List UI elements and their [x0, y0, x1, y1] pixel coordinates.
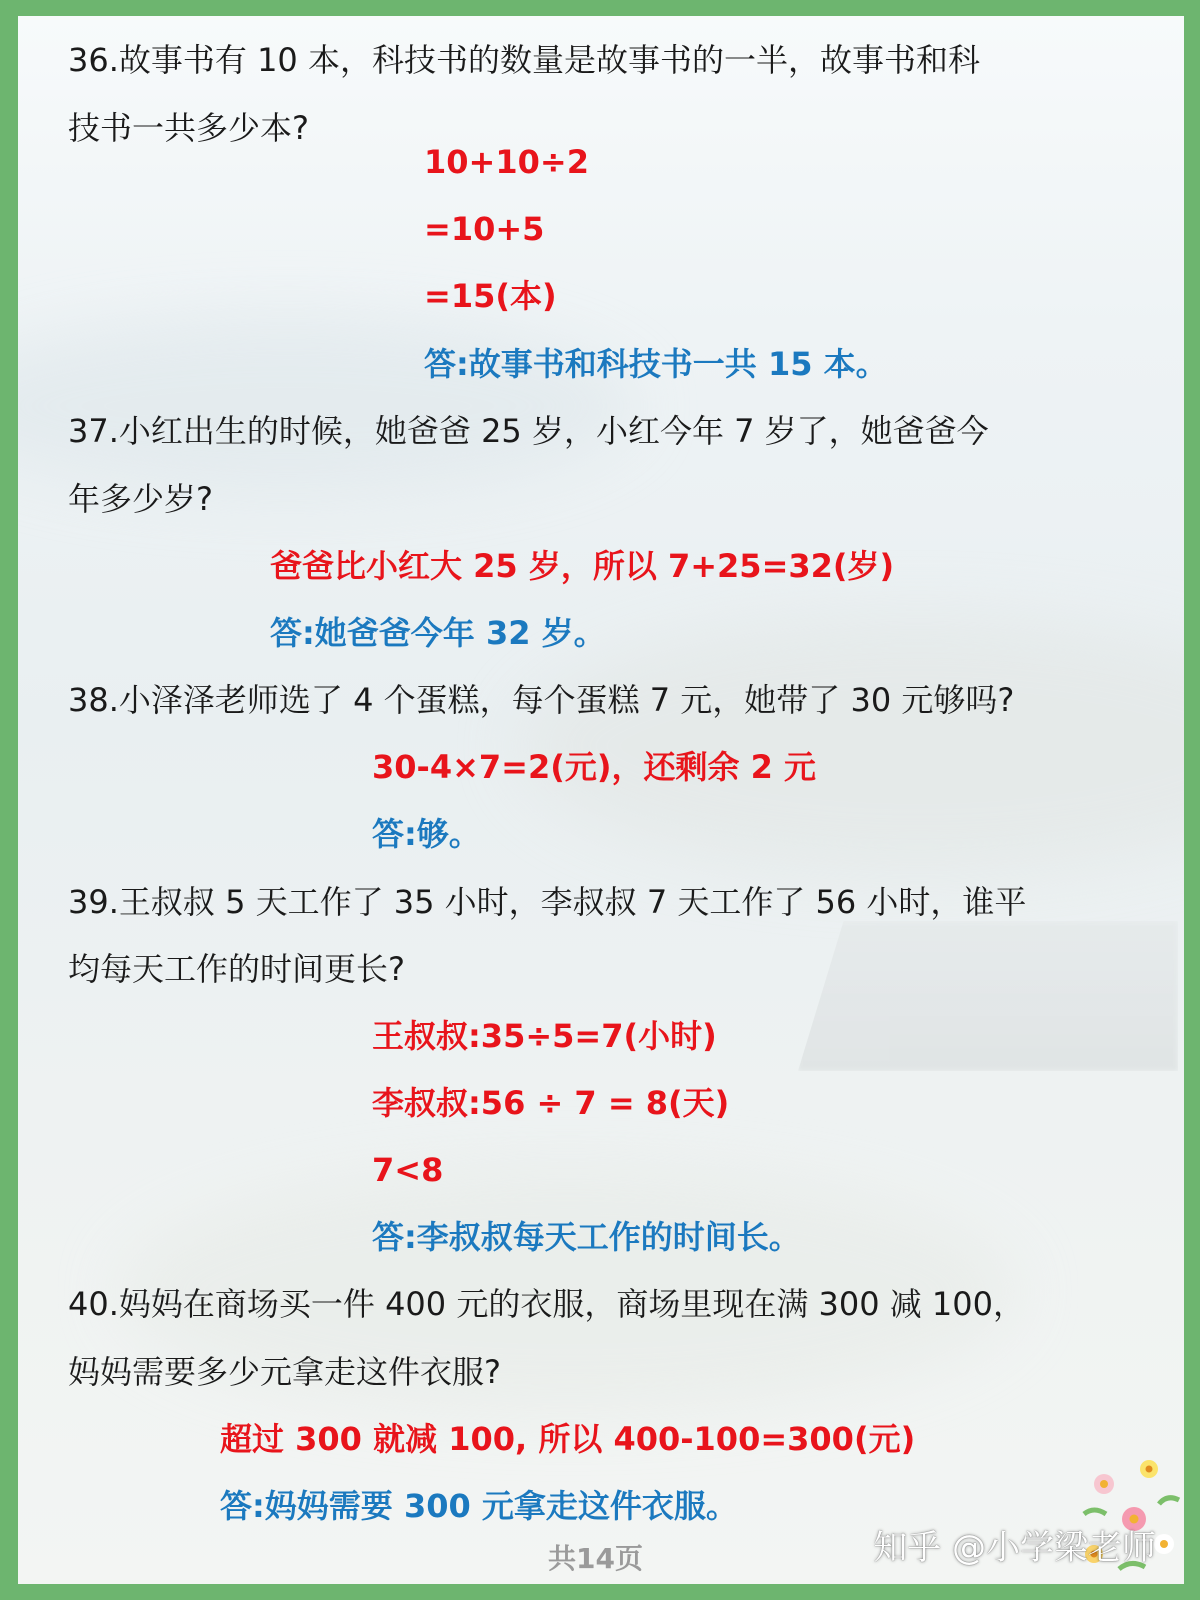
problem-39-question-line1: 39.王叔叔 5 天工作了 35 小时，李叔叔 7 天工作了 56 小时，谁平 [68, 883, 1027, 921]
worksheet-page [18, 16, 1184, 1584]
background-haze [518, 616, 1184, 876]
problem-37-working-line1: 爸爸比小红大 25 岁，所以 7+25=32(岁) [270, 547, 895, 585]
problem-36-working-line2: =10+5 [424, 210, 545, 248]
problem-39-answer: 答:李叔叔每天工作的时间长。 [372, 1218, 801, 1256]
problem-38-working-line1: 30-4×7=2(元)，还剩余 2 元 [372, 748, 817, 786]
page-count: 共14页 [548, 1542, 643, 1575]
background-roof [798, 921, 1178, 1071]
problem-40-answer: 答:妈妈需要 300 元拿走这件衣服。 [220, 1487, 738, 1525]
problem-36-question-line1: 36.故事书有 10 本，科技书的数量是故事书的一半，故事书和科 [68, 41, 980, 79]
problem-37-answer: 答:她爸爸今年 32 岁。 [270, 614, 606, 652]
problem-40-question-line2: 妈妈需要多少元拿走这件衣服? [68, 1353, 501, 1391]
problem-39-question-line2: 均每天工作的时间更长? [68, 950, 405, 988]
problem-37-question-line1: 37.小红出生的时候，她爸爸 25 岁，小红今年 7 岁了，她爸爸今 [68, 412, 989, 450]
problem-39-working-line1: 王叔叔:35÷5=7(小时) [372, 1017, 717, 1055]
problem-40-question-line1: 40.妈妈在商场买一件 400 元的衣服，商场里现在满 300 减 100， [68, 1285, 1025, 1323]
problem-38-question-line1: 38.小泽泽老师选了 4 个蛋糕，每个蛋糕 7 元，她带了 30 元够吗? [68, 681, 1015, 719]
background-haze [18, 316, 638, 496]
problem-40-working-line1: 超过 300 就减 100, 所以 400-100=300(元) [220, 1420, 916, 1458]
problem-37-question-line2: 年多少岁? [68, 480, 213, 518]
problem-36-answer: 答:故事书和科技书一共 15 本。 [424, 345, 888, 383]
problem-39-working-line2: 李叔叔:56 ÷ 7 = 8(天) [372, 1084, 730, 1122]
problem-36-working-line3: =15(本) [424, 277, 557, 315]
zhihu-watermark: 知乎 @小学梁老师 [873, 1528, 1156, 1568]
problem-39-working-line3: 7<8 [372, 1151, 444, 1189]
problem-38-answer: 答:够。 [372, 815, 481, 853]
problem-36-working-line1: 10+10÷2 [424, 143, 589, 181]
problem-36-question-line2: 技书一共多少本? [68, 109, 309, 147]
